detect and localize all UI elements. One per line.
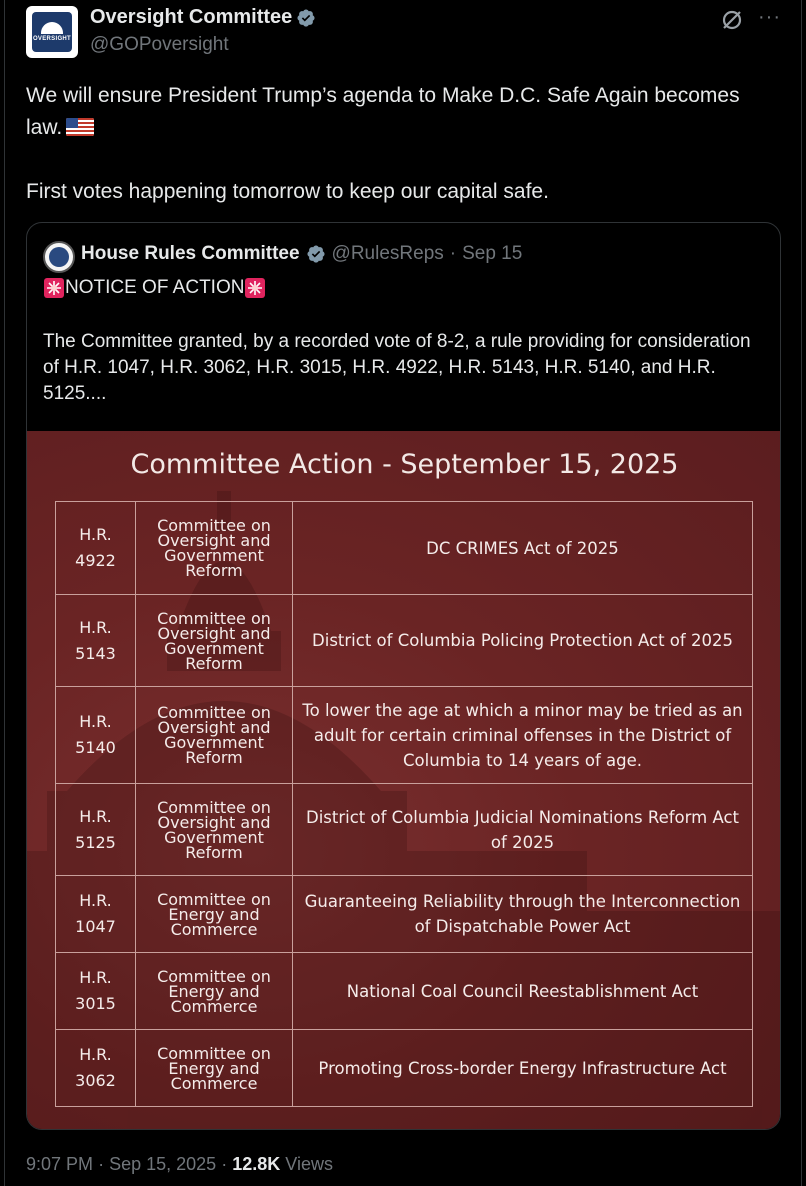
bill-title-cell: Guaranteeing Reliability through the Interconnection of Dispatchable Power Act xyxy=(293,876,753,953)
bill-prefix: H.R. xyxy=(79,806,112,826)
committee-name-line: Oversight and xyxy=(157,531,271,550)
siren-icon xyxy=(244,277,266,299)
timestamp-separator: · xyxy=(221,1154,228,1174)
views-count: 12.8K xyxy=(232,1154,281,1174)
committee-name-line: Committee on xyxy=(157,1043,271,1063)
bill-title-cell: National Coal Council Reestablishment Act xyxy=(293,953,753,1030)
image-title: Committee Action - September 15, 2025 xyxy=(130,449,679,480)
bill-number: 5140 xyxy=(75,738,116,757)
timestamp-separator: · xyxy=(98,1154,105,1174)
committee-name-line: Government xyxy=(164,827,264,847)
committee-name-line: Government xyxy=(164,546,264,565)
committee-name-line: Reform xyxy=(185,842,243,862)
tweet-text xyxy=(26,80,766,208)
table-row xyxy=(56,595,753,687)
bill-number: 1047 xyxy=(75,917,116,936)
bill-number-cell xyxy=(56,1030,136,1107)
quote-avatar-seal xyxy=(49,247,69,267)
committee-name-line: Oversight and xyxy=(157,623,271,643)
bill-number-cell xyxy=(56,876,136,953)
bill-number: 5143 xyxy=(75,643,116,663)
table-row xyxy=(56,953,753,1030)
bill-prefix: H.R. xyxy=(79,712,112,731)
tweet-text-line1: We will ensure President Trump’s agenda to Make D.C. Safe Again becomes law. xyxy=(26,84,740,139)
committee-name-line: Energy and xyxy=(168,904,260,924)
committee-cell xyxy=(136,687,293,784)
tweet-date: Sep 15, 2025 xyxy=(109,1154,217,1174)
more-options-icon[interactable]: ··· xyxy=(758,6,781,28)
bill-number: 4922 xyxy=(75,551,116,570)
table-row xyxy=(56,876,753,953)
bill-prefix: H.R. xyxy=(79,891,112,910)
views-label: Views xyxy=(285,1154,333,1174)
committee-name-line: Commerce xyxy=(170,1073,258,1093)
tweet-text-line2: First votes happening tomorrow to keep our capital safe. xyxy=(26,180,549,203)
quote-header xyxy=(81,243,522,265)
table-row xyxy=(56,502,753,595)
bill-number-cell xyxy=(56,502,136,595)
capitol-dome-icon xyxy=(41,22,63,34)
committee-name-line: Government xyxy=(164,638,264,658)
table-row xyxy=(56,784,753,876)
bill-title-cell: To lower the age at which a minor may be tried as an adult for certain criminal offenses in the District of Columbia to 14 years of age. xyxy=(293,687,753,784)
bill-title-cell: Promoting Cross-border Energy Infrastructure Act xyxy=(293,1030,753,1107)
committee-name-line: Oversight and xyxy=(157,718,271,737)
committee-name-line: Energy and xyxy=(168,1058,260,1078)
tweet-timestamp[interactable] xyxy=(26,1154,333,1175)
avatar-logo-text: OVERSIGHT xyxy=(32,36,72,42)
siren-icon xyxy=(43,277,65,299)
author-name-row xyxy=(90,6,316,29)
committee-name-line: Committee on xyxy=(157,797,271,817)
committee-name-line: Committee on xyxy=(157,516,271,535)
bill-prefix: H.R. xyxy=(79,968,112,987)
bill-title-cell: District of Columbia Policing Protection Act of 2025 xyxy=(293,595,753,687)
quote-date[interactable]: Sep 15 xyxy=(462,243,523,264)
quote-body-text: The Committee granted, by a recorded vote of 8-2, a rule providing for consideration of H.R. 1047, H.R. 3062, H.R. 3015, H.R. 4922, H.R. 5143, H.R. 5140, and H.R. 5125.... xyxy=(43,331,751,404)
committee-name-line: Government xyxy=(164,733,264,752)
verified-badge-icon[interactable] xyxy=(296,8,316,28)
tweet-time: 9:07 PM xyxy=(26,1154,94,1174)
quote-author-avatar[interactable] xyxy=(43,241,75,273)
committee-cell xyxy=(136,953,293,1030)
us-flag-icon xyxy=(66,118,94,136)
bill-number: 3015 xyxy=(75,994,116,1013)
bill-title-cell: DC CRIMES Act of 2025 xyxy=(293,502,753,595)
committee-name-line: Reform xyxy=(185,748,243,767)
quote-attached-image[interactable] xyxy=(27,431,781,1130)
committee-name-line: Committee on xyxy=(157,889,271,909)
bill-prefix: H.R. xyxy=(79,525,112,544)
committee-cell xyxy=(136,502,293,595)
verified-badge-icon[interactable] xyxy=(306,244,326,264)
frame-border-right xyxy=(801,0,802,1186)
author-display-name[interactable]: Oversight Committee xyxy=(90,6,293,28)
committee-name-line: Oversight and xyxy=(157,812,271,832)
grok-icon[interactable] xyxy=(720,8,744,32)
committee-action-table xyxy=(55,501,753,1107)
author-avatar[interactable] xyxy=(26,6,78,58)
table-row xyxy=(56,687,753,784)
quote-separator: · xyxy=(449,243,457,264)
bill-number-cell xyxy=(56,784,136,876)
quote-notice xyxy=(43,277,266,299)
bill-number-cell xyxy=(56,595,136,687)
quoted-tweet-card[interactable] xyxy=(26,222,781,1130)
committee-name-line: Energy and xyxy=(168,981,260,1001)
committee-cell xyxy=(136,595,293,687)
bill-number: 5125 xyxy=(75,832,116,852)
committee-name-line: Reform xyxy=(185,561,243,580)
bill-prefix: H.R. xyxy=(79,1045,112,1064)
committee-cell xyxy=(136,1030,293,1107)
bill-number-cell xyxy=(56,687,136,784)
bill-number-cell xyxy=(56,953,136,1030)
quote-handle[interactable]: @RulesReps xyxy=(331,243,444,264)
committee-name-line: Commerce xyxy=(170,919,258,939)
table-row xyxy=(56,1030,753,1107)
author-handle[interactable]: @GOPoversight xyxy=(90,34,229,55)
committee-name-line: Committee on xyxy=(157,703,271,722)
bill-prefix: H.R. xyxy=(79,617,112,637)
committee-cell xyxy=(136,876,293,953)
committee-name-line: Reform xyxy=(185,653,243,673)
committee-cell xyxy=(136,784,293,876)
committee-name-line: Committee on xyxy=(157,608,271,628)
frame-border-left xyxy=(4,0,5,1186)
committee-name-line: Committee on xyxy=(157,966,271,986)
quote-notice-text: NOTICE OF ACTION xyxy=(65,277,245,298)
avatar-logo xyxy=(32,12,72,52)
committee-name-line: Commerce xyxy=(170,996,258,1016)
bill-title-cell: District of Columbia Judicial Nominations Reform Act of 2025 xyxy=(293,784,753,876)
quote-display-name[interactable]: House Rules Committee xyxy=(81,243,300,264)
bill-number: 3062 xyxy=(75,1071,116,1090)
